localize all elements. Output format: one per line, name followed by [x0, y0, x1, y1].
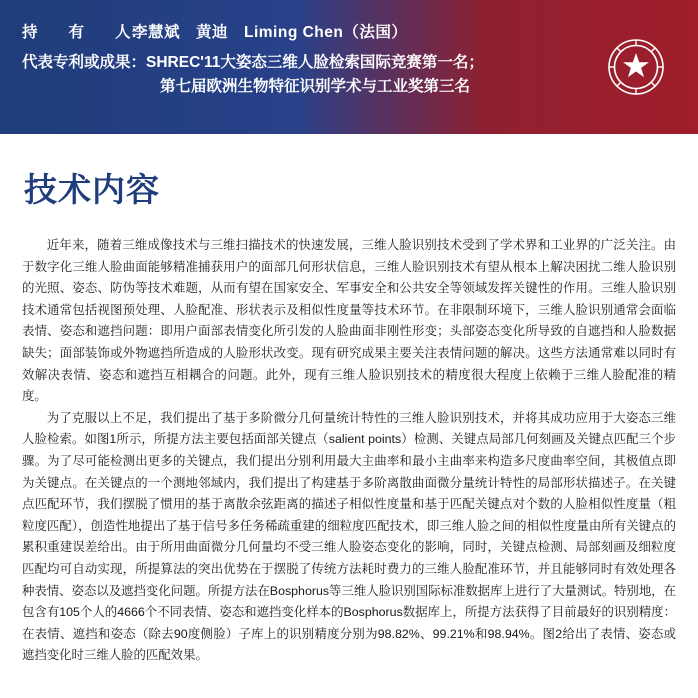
holder-label: 持 有 人：: [22, 24, 147, 41]
patent-line-1: SHREC'11大姿态三维人脸检索国际竞赛第一名；: [146, 54, 484, 71]
paragraph-2: 为了克服以上不足，我们提出了基于多阶微分几何量统计特性的三维人脸识别技术，并将其成功应用于大姿态三维人脸检索。如图1所示，所提方法主要包括面部关键点（salient points）检测、关键点局部几何刻画及关键点匹配三个步骤。为了尽可能检测出更多的关键点，我们提出分别利用最大主曲率和最小主曲率来构造多尺度曲率空间，其极值点即为关键点。在关键点的一个测地邻域内，我们提出了构建基于多阶离散曲面微分量统计特性的局部形状描述子。在关键点匹配环节，我们摆脱了惯用的基于离散余弦距离的描述子相似性度量和基于匹配关键点对个数的人脸相似性度量（粗粒度匹配），创造性地提出了基于信号多任务稀疏重建的细粒度匹配技术，即三维人脸之间的相似性度量由所有关键点的累积重建误差给出。由于所用曲面微分几何量均不受三维人脸姿态变化的影响，同时，关键点检测、局部刻画及细粒度匹配均可自动实现，所提算法的突出优势在于摆脱了传统方法耗时费力的三维人脸配准环节，并且能够同时有效处理各种表情、姿态以及遮挡变化问题。所提方法在Bosphorus等三维人脸识别国际标准数据库上进行了大量测试。特别地，在包含有105个人的4666个不同表情、姿态和遮挡变化样本的Bosphorus数据库上，所提方法获得了目前最好的识别精度：在表情、遮挡和姿态（除去90度侧脸）子库上的识别精度分别为98.82%、99.21%和98.94%。图2给出了表情、姿态或遮挡变化时三维人脸的匹配效果。: [22, 410, 676, 663]
header-text-block: [22, 22, 578, 99]
patent-row: [22, 51, 578, 99]
award-emblem-icon: [606, 37, 666, 97]
holder-value: 李慧斌 黄迪 Liming Chen（法国）: [132, 24, 408, 41]
article-body: [22, 235, 676, 667]
patent-values: [146, 51, 484, 99]
patent-label: 代表专利或成果：: [22, 54, 147, 71]
holder-row: [22, 22, 578, 44]
section-title: 技术内容: [24, 171, 160, 208]
paragraph-1: 近年来，随着三维成像技术与三维扫描技术的快速发展，三维人脸识别技术受到了学术界和工业界的广泛关注。由于数字化三维人脸曲面能够精准捕获用户的面部几何形状信息，三维人脸识别技术有望从根本上解决困扰二维人脸识别的光照、姿态、防伪等技术难题，从而有望在国家安全、军事安全和公共安全等领域发挥关键性的作用。三维人脸识别技术通常包括视图预处理、人脸配准、形状表示及相似性度量等技术环节。在非限制环境下，三维人脸识别通常会面临表情、姿态和遮挡问题：即用户面部表情变化所引发的人脸曲面非刚性形变；头部姿态变化所导致的自遮挡和人脸数据缺失；面部装饰或外物遮挡所造成的人脸形状改变。现有研究成果主要关注表情问题的解决。这些方法通常难以同时有效解决表情、姿态和遮挡互相耦合的问题。此外，现有三维人脸识别技术的精度很大程度上依赖于三维人脸配准的精度。: [22, 238, 676, 404]
header-banner: [0, 0, 698, 134]
patent-line-2: 第七届欧洲生物特征识别学术与工业奖第三名: [160, 78, 471, 95]
